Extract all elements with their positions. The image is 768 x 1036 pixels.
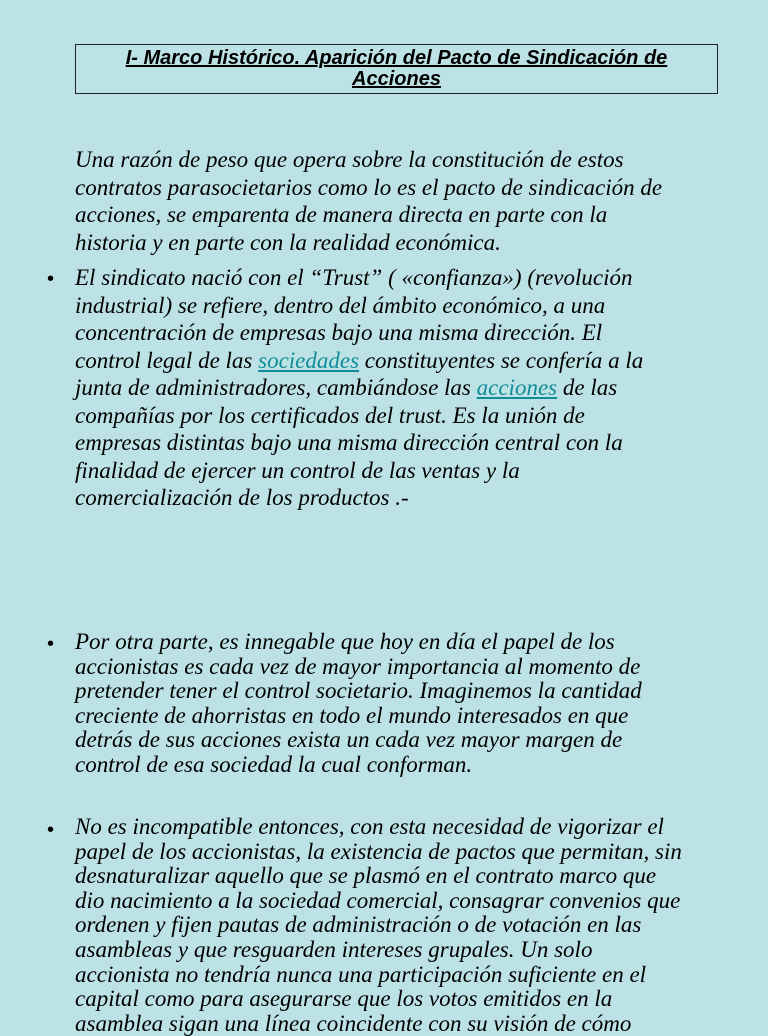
acciones-link[interactable]: acciones — [476, 375, 558, 400]
pactos-line: capital como para asegurarse que los votos emitidos en la — [75, 986, 613, 1012]
trust-line — [75, 374, 735, 402]
trust-line-text: de las — [557, 375, 618, 400]
trust-line: comercialización de los productos .- — [75, 485, 409, 510]
accionistas-line: creciente de ahorristas en todo el mundo interesados en que — [75, 702, 629, 728]
section-title-box — [75, 44, 718, 94]
trust-line-text: constituyentes se confería a la — [359, 347, 644, 373]
bullet-accionistas: • — [47, 633, 55, 655]
trust-line: empresas distintas bajo una misma dirección central con la — [75, 430, 623, 455]
trust-line: concentración de empresas bajo una misma dirección. El — [75, 320, 603, 345]
pactos-line: dio nacimiento a la sociedad comercial, consagrar convenios que — [75, 887, 681, 913]
pactos-line: asamblea sigan una línea coincidente con su visión de cómo — [75, 1010, 632, 1036]
accionistas-line: pretender tener el control societario. Imaginemos la cantidad — [75, 678, 642, 704]
accionistas-line: control de esa sociedad la cual conforman. — [75, 751, 473, 777]
intro-line: acciones, se emparenta de manera directa en parte con la — [75, 202, 608, 227]
pactos-line: No es incompatible entonces, con esta necesidad de vigorizar el — [75, 814, 664, 839]
pactos-paragraph — [75, 815, 735, 1036]
accionistas-line: detrás de sus acciones exista un cada vez mayor margen de — [75, 727, 623, 753]
intro-line: historia y en parte con la realidad económica. — [75, 229, 501, 255]
pactos-line: papel de los accionistas, la existencia de pactos que permitan, sin — [75, 838, 682, 864]
accionistas-paragraph — [75, 630, 735, 778]
trust-line: finalidad de ejercer un control de las ventas y la — [75, 457, 520, 483]
trust-line-text: junta de administradores, cambiándose las — [75, 375, 477, 400]
bullet-trust: • — [47, 268, 55, 290]
pactos-line: accionista no tendría nunca una participación suficiente en el — [75, 961, 647, 987]
trust-line: industrial) se refiere, dentro del ámbito económico, a una — [75, 292, 606, 318]
section-title-line-1: I- Marco Histórico. Aparición del Pacto de Sindicación de — [125, 47, 668, 69]
intro-line: contratos parasocietarios como lo es el pacto de sindicación de — [75, 174, 663, 200]
section-title-line-2: Acciones — [352, 68, 441, 90]
accionistas-line: Por otra parte, es innegable que hoy en día el papel de los — [75, 629, 615, 654]
pactos-line: asambleas y que resguarden intereses grupales. Un solo — [75, 936, 593, 962]
trust-line — [75, 347, 735, 375]
intro-paragraph — [75, 146, 735, 256]
intro-line: Una razón de peso que opera sobre la constitución de estos — [75, 147, 624, 172]
accionistas-line: accionistas es cada vez de mayor importancia al momento de — [75, 653, 641, 679]
sociedades-link[interactable]: sociedades — [258, 347, 360, 373]
pactos-line: desnaturalizar aquello que se plasmó en el contrato marco que — [75, 863, 657, 889]
bullet-pactos: • — [47, 819, 55, 841]
trust-line-text: control legal de las — [75, 347, 259, 373]
pactos-line: ordenen y fijen pautas de administración o de votación en las — [75, 912, 642, 938]
trust-line: compañías por los certificados del trust. Es la unión de — [75, 402, 585, 428]
trust-paragraph — [75, 264, 735, 512]
trust-line: El sindicato nació con el “Trust” ( «confianza») (revolución — [75, 265, 633, 290]
